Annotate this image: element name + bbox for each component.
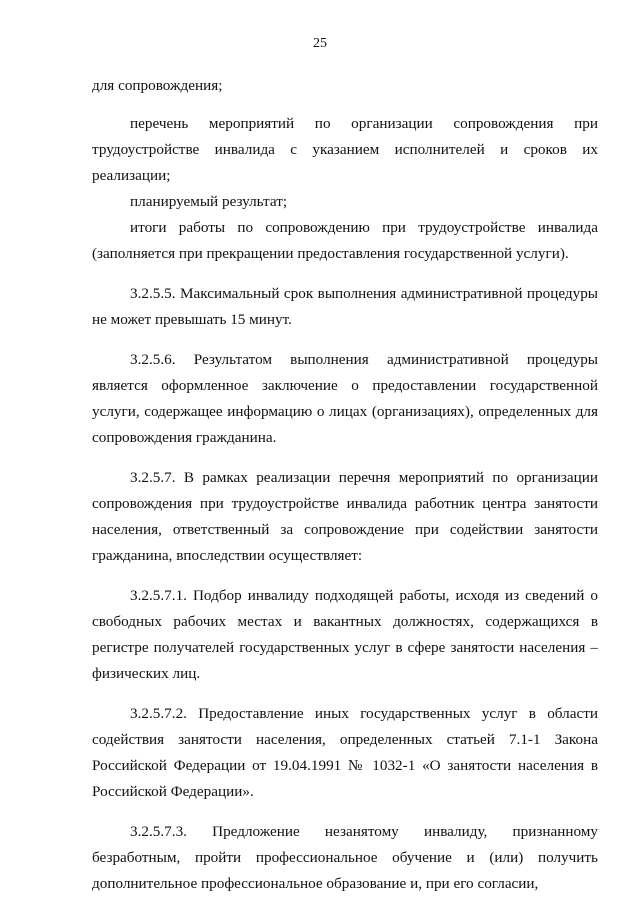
page-number: 25 [313, 36, 327, 51]
paragraph-measures-list: перечень мероприятий по организации сопровождения при трудоустройстве инвалида с указанием исполнителей и сроков их реализации; [92, 115, 598, 184]
paragraph-3-2-5-7-2: 3.2.5.7.2. Предоставление иных государственных услуг в области содействия занятости населения, определенных статьей 7.1-1 Закона Российской Федерации от 19.04.1991 № 1032-1 «О занятости населения в Российской Федерации». [92, 705, 598, 800]
paragraph-3-2-5-7-1: 3.2.5.7.1. Подбор инвалиду подходящей работы, исходя из сведений о свободных рабочих местах и вакантных должностях, содержащихся в регистре получателей государственных услуг в сфере занятости населения – физических лиц. [92, 587, 598, 682]
paragraph-3-2-5-7: 3.2.5.7. В рамках реализации перечня мероприятий по организации сопровождения при трудоустройстве инвалида работник центра занятости населения, ответственный за сопровождение при содействии занятости гражданина, впоследствии осуществляет: [92, 469, 598, 564]
document-body [92, 73, 598, 897]
paragraph-3-2-5-5: 3.2.5.5. Максимальный срок выполнения административной процедуры не может превышать 15 минут. [92, 285, 598, 328]
paragraph-support-results: итоги работы по сопровождению при трудоустройстве инвалида (заполняется при прекращении предоставления государственной услуги). [92, 219, 598, 262]
paragraph-3-2-5-6: 3.2.5.6. Результатом выполнения административной процедуры является оформленное заключение о предоставлении государственной услуги, содержащее информацию о лицах (организациях), определенных для сопровождения гражданина. [92, 351, 598, 446]
paragraph-planned-result: планируемый результат; [130, 193, 288, 210]
paragraph-continuation: для сопровождения; [92, 77, 223, 94]
paragraph-3-2-5-7-3: 3.2.5.7.3. Предложение незанятому инвалиду, признанному безработным, пройти профессиональное обучение и (или) получить дополнительное профессиональное образование и, при его согласии, [92, 823, 598, 892]
